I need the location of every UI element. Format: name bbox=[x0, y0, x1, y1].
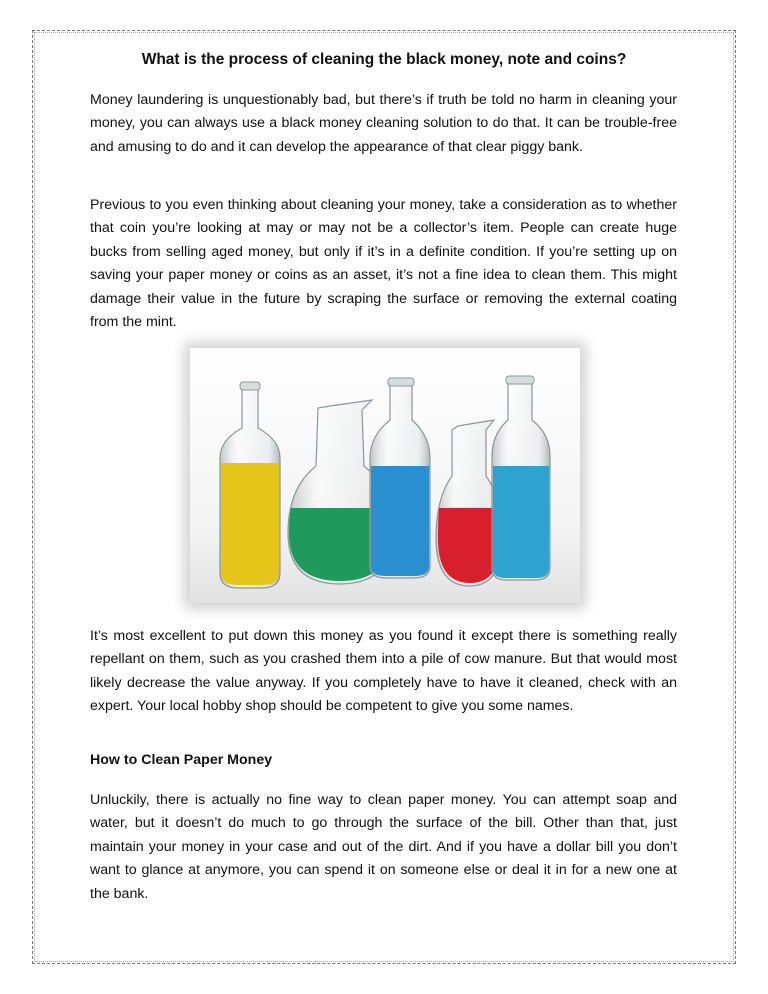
bottles-photo bbox=[190, 348, 580, 603]
cyan-liquid bbox=[493, 466, 549, 578]
yellow-liquid bbox=[221, 463, 279, 585]
paragraph-collector: Previous to you even thinking about cleaning your money, take a consideration as to whether that coin you’re looking at may or may not be a collector’s item. People can create huge bucks from selling aged money, but only if it’s in a definite condition. If you’re setting up on saving your paper money or coins as an asset, it’s not a fine idea to clean them. This might damage their value in the future by scraping the surface or removing the external coating from the mint. bbox=[90, 197, 677, 331]
paragraph-intro: Money laundering is unquestionably bad, but there’s if truth be told no harm in cleaning your money, you can always use a black money cleaning solution to do that. It can be trouble-free and amusing to do and it can develop the appearance of that clear piggy bank. bbox=[90, 92, 677, 155]
document-title: What is the process of cleaning the black money, note and coins? bbox=[141, 51, 627, 68]
section-heading: How to Clean Paper Money bbox=[90, 752, 273, 768]
paragraph-paper-money: Unluckily, there is actually no fine way to clean paper money. You can attempt soap and water, but it doesn’t do much to go through the surface of the bill. Other than that, just maintain your money in your case and out of the dirt. And if you have a dollar bill you don’t want to glance at anymore, you can spend it on someone else or deal it in for a new one at the bank. bbox=[90, 792, 677, 902]
paragraph-expert: It’s most excellent to put down this money as you found it except there is something really repellant on them, such as you crashed them into a pile of cow manure. But that would most likely decrease the value anyway. If you completely have to have it cleaned, check with an expert. Your local hobby shop should be competent to give you some names. bbox=[90, 628, 677, 715]
blue-liquid bbox=[371, 466, 429, 576]
